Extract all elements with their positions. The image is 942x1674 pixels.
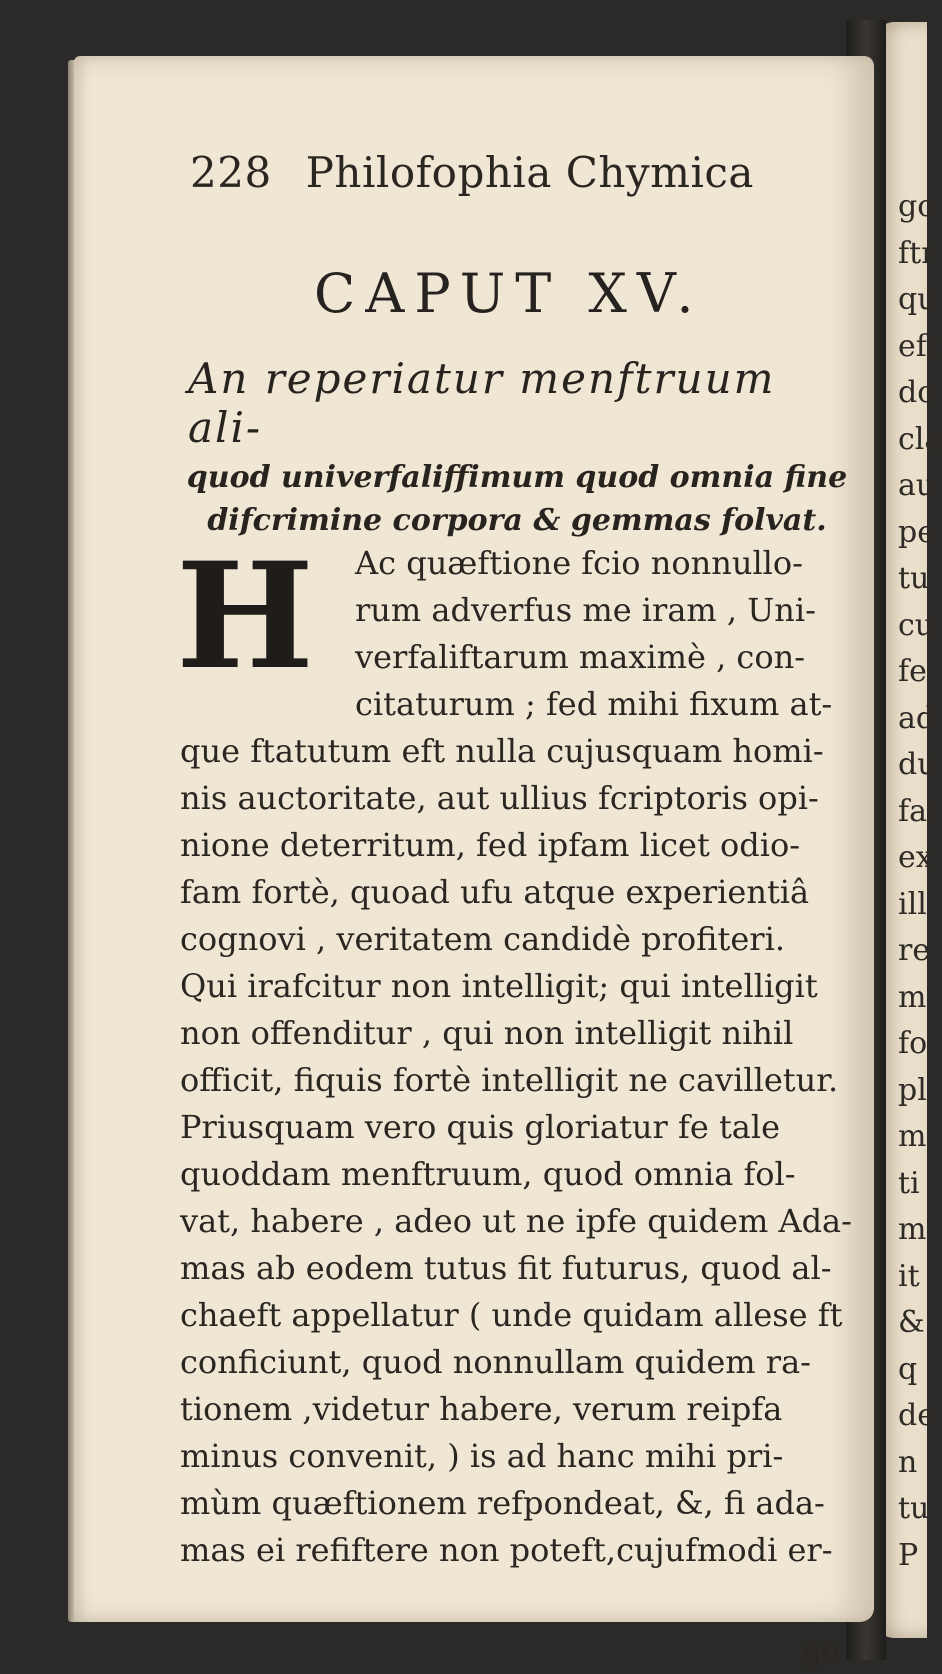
facing-page-fragment: fai — [898, 793, 937, 829]
text-line: Qui irafcitur non intelligit; qui intelligit — [180, 967, 818, 1005]
facing-page-fragment: ftr — [898, 235, 936, 271]
text-line: quoddam menftruum, quod omnia fol- — [180, 1155, 796, 1193]
drop-cap: H — [176, 531, 314, 702]
facing-page-fragment: au — [898, 468, 936, 503]
text-line: officit, fiquis fortè intelligit ne cavilletur. — [180, 1061, 839, 1099]
facing-page-fragment: ti — [898, 1165, 920, 1201]
body-text — [180, 540, 860, 1574]
chapter-rubric — [182, 354, 852, 538]
text-line: chaeft appellatur ( unde quidam allese ft — [180, 1296, 843, 1334]
facing-page-fragment: cla — [898, 421, 942, 457]
text-line: citaturum ; fed mihi fixum at- — [355, 685, 833, 723]
facing-page-fragment: ad — [898, 700, 936, 736]
text-line: conficiunt, quod nonnullam quidem ra- — [180, 1343, 811, 1381]
facing-page-fragment: P — [898, 1537, 919, 1573]
facing-page-fragment: fe — [898, 654, 927, 689]
facing-page-fragment: m — [898, 979, 927, 1015]
facing-page-fragment: du — [898, 747, 937, 782]
text-line: Priusquam vero quis gloriatur fe tale — [180, 1108, 781, 1146]
facing-page-fragment: ill — [898, 886, 927, 922]
text-line: cognovi , veritatem candidè profiteri. — [180, 920, 785, 958]
facing-page-fragment: m — [898, 1212, 927, 1247]
facing-page-fragment: & — [898, 1305, 925, 1340]
catchword: go — [802, 1634, 840, 1669]
page-number: 228 — [190, 148, 272, 197]
facing-page-fragment: re — [898, 933, 931, 968]
rubric-line-3: difcrimine corpora & gemmas folvat. — [207, 503, 827, 538]
text-line: mas ei refiftere non poteft,cujufmodi er- — [180, 1531, 833, 1569]
facing-page-fragment: cu — [898, 607, 935, 643]
text-line: mas ab eodem tutus fit futurus, quod al- — [180, 1249, 832, 1287]
text-line: nione deterritum, fed ipfam licet odio- — [180, 826, 801, 864]
text-line: tionem ,videtur habere, verum reipfa — [180, 1390, 783, 1428]
facing-page-fragment: it — [898, 1258, 920, 1294]
facing-page-fragment: do — [898, 375, 936, 410]
text-line: nis auctoritate, aut ullius fcriptoris opi- — [180, 779, 819, 817]
facing-page-fragment: fo — [898, 1026, 928, 1061]
chapter-heading: CAPUT XV. — [314, 262, 704, 325]
facing-page-fragment: pl — [898, 1072, 927, 1108]
running-head — [190, 148, 754, 197]
facing-page-fragment: pe — [898, 514, 935, 550]
text-line: verfaliftarum maximè , con- — [355, 638, 806, 676]
facing-page-fragment: go — [898, 189, 936, 224]
text-line: vat, habere , adeo ut ne ipfe quidem Ada- — [180, 1202, 852, 1240]
running-title: Philofophia Chymica — [305, 148, 754, 197]
facing-page-fragment: m — [898, 1119, 927, 1154]
text-line: Ac quæftione fcio nonnullo- — [355, 544, 803, 582]
rubric-line-1: An reperiatur menftruum ali- — [188, 354, 776, 452]
text-line: minus convenit, ) is ad hanc mihi pri- — [180, 1437, 784, 1475]
facing-page-fragment: de — [898, 1398, 935, 1433]
facing-page-fragment: tu — [898, 1491, 930, 1526]
facing-page-fragment: n — [898, 1444, 918, 1480]
facing-page-fragment: eft — [898, 328, 939, 364]
text-line: mùm quæftionem refpondeat, &, fi ada- — [180, 1484, 825, 1522]
facing-page-fragment: ex — [898, 840, 933, 875]
rubric-line-2: quod univerfaliffimum quod omnia fine — [186, 460, 848, 495]
facing-page-fragment: q — [898, 1351, 918, 1387]
text-line: non offenditur , qui non intelligit nihil — [180, 1014, 794, 1052]
text-line: fam fortè, quoad ufu atque experientiâ — [180, 873, 810, 911]
facing-page-fragment: qu — [898, 282, 937, 317]
facing-page-fragment: tu — [898, 561, 930, 596]
text-line: rum adverfus me iram , Uni- — [355, 591, 816, 629]
text-line: que ftatutum eft nulla cujusquam homi- — [180, 732, 824, 770]
